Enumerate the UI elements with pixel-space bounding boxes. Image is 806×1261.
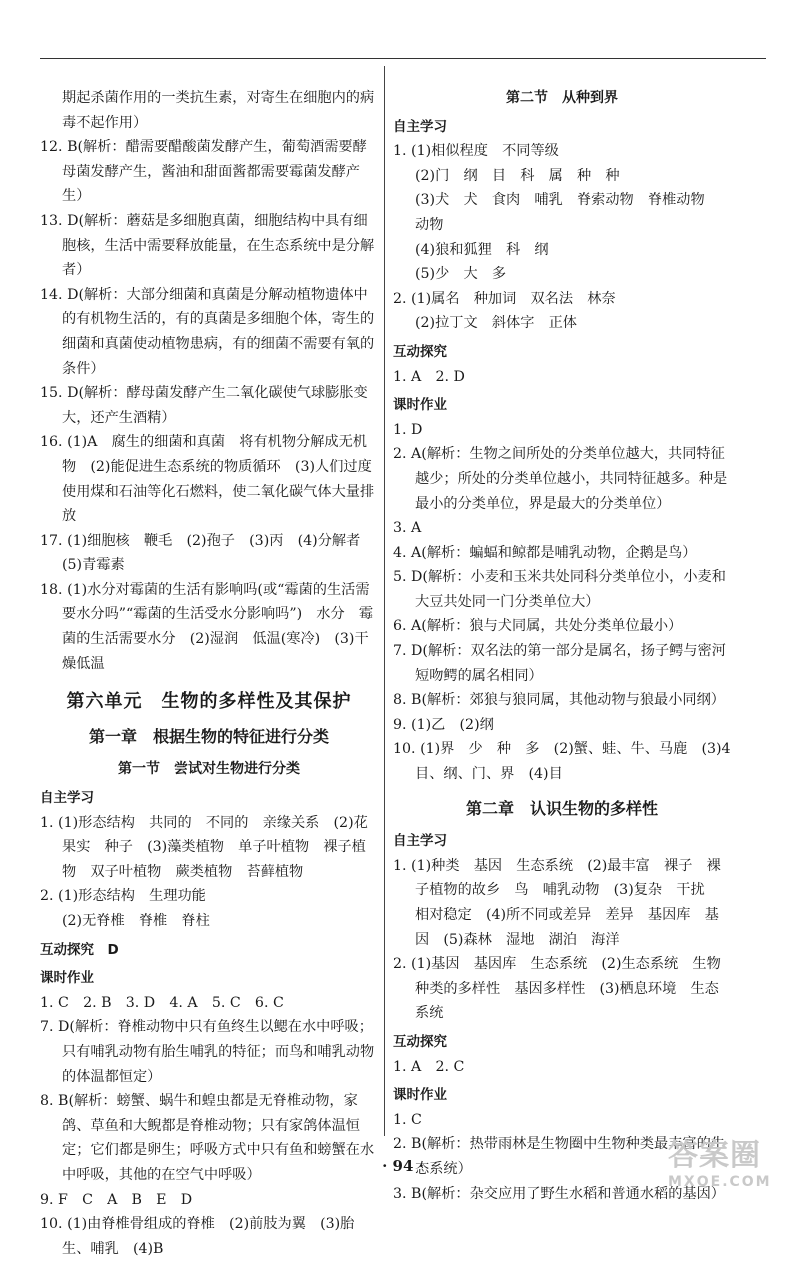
answer-16: 16. (1)A 腐生的细菌和真菌 将有机物分解成无机物 (2)能促进生态系统的物质循环 (3)人们过度使用煤和石油等化石燃料，使二氧化碳气体大量排放 (40, 434, 375, 525)
answer-item: 1. C (393, 1111, 422, 1128)
answer-item: 10. (1)由脊椎骨组成的脊椎 (2)前肢为翼 (3)胎生、哺乳 (4)B (40, 1216, 355, 1257)
page-number: · 94 · (382, 1157, 424, 1175)
top-rule (40, 58, 766, 59)
answer-item: 2. (1)形态结构 生理功能 (40, 888, 206, 905)
answer-item: 3. A (393, 520, 422, 537)
answer-item: 1. (1)相似程度 不同等级 (393, 143, 559, 160)
watermark-logo (668, 1138, 798, 1196)
answer-subitem: (2)门 纲 目 科 属 种 种 (415, 167, 620, 184)
answer-item: 3. B(解析：杂交应用了野生水稻和普通水稻的基因） (393, 1185, 725, 1202)
answer-13: 13. D(解析：蘑菇是多细胞真菌，细胞结构中具有细胞核，生活中需要释放能量，在生态系统中是分解者） (40, 212, 375, 279)
answer-item: 5. D(解析：小麦和玉米共处同科分类单位小，小麦和大豆共处同一门分类单位大） (393, 569, 726, 610)
answer-item: 8. B(解析：郊狼与狼同属，其他动物与狼最小同纲） (393, 692, 725, 709)
label-interactive: 互动探究 (393, 343, 447, 360)
watermark-text: 答案圈 (668, 1138, 761, 1173)
answer-subitem: (4)狼和狐狸 科 纲 (415, 241, 549, 258)
answer-item: 2. A(解析：生物之间所处的分类单位越大，共同特征越少；所处的分类单位越小，共同特征越多。种是最小的分类单位，界是最大的分类单位） (393, 446, 728, 512)
answer-15: 15. D(解析：酵母菌发酵产生二氧化碳使气球膨胀变大，还产生酒精） (40, 385, 368, 426)
answer-subitem: (2)拉丁文 斜体字 正体 (415, 315, 577, 332)
unit-title: 第六单元 生物的多样性及其保护 (66, 691, 352, 713)
section-title: 第二节 从种到界 (506, 90, 618, 106)
answer-item: 7. D(解析：脊椎动物中只有鱼终生以鳃在水中呼吸；只有哺乳动物有胎生哺乳的特征；而鸟和哺乳动物的体温都恒定） (40, 1019, 375, 1085)
chapter-title: 第二章 认识生物的多样性 (465, 798, 658, 818)
left-column (40, 86, 383, 1261)
label-self-study: 自主学习 (40, 790, 94, 807)
answer-item: 9. F C A B E D (40, 1191, 193, 1208)
answer-item: 1. (1)种类 基因 生态系统 (2)最丰富 裸子 裸子植物的故乡 鸟 哺乳动物 (3)复杂 干扰 相对稳定 (4)所不同或差异 差异 基因库 基因 (5)森林 湿地 湖泊 海洋 (393, 857, 721, 948)
right-column (393, 86, 745, 1206)
label-homework: 课时作业 (40, 970, 94, 987)
answer-item: 6. A(解析：狼与犬同属，共处分类单位最小） (393, 618, 683, 635)
answer-18: 18. (1)水分对霉菌的生活有影响吗(或“霉菌的生活需要水分吗”“霉菌的生活受水分影响吗”) 水分 霉菌的生活需要水分 (2)湿润 低温(寒冷) (3)干燥低温 (40, 581, 374, 672)
answer-12: 12. B(解析：醋需要醋酸菌发酵产生，葡萄酒需要酵母菌发酵产生，酱油和甜面酱都需要霉菌发酵产生） (40, 139, 367, 205)
answer-subitem: (5)少 大 多 (415, 266, 507, 283)
answer-item: 8. B(解析：螃蟹、蜗牛和蝗虫都是无脊椎动物，家鸽、草鱼和大鲵都是脊椎动物；只有家鸽体温恒定；它们都是卵生；呼吸方式中只有鱼和螃蟹在水中呼吸，其他的在空气中呼吸） (40, 1093, 375, 1183)
answer-subitem: (3)犬 犬 食肉 哺乳 脊索动物 脊椎动物 动物 (415, 192, 719, 233)
answer-17: 17. (1)细胞核 鞭毛 (2)孢子 (3)丙 (4)分解者 (5)青霉素 (40, 532, 375, 574)
answer-item: 4. A(解析：蝙蝠和鲸都是哺乳动物，企鹅是鸟） (393, 544, 697, 561)
answer-item: 2. (1)属名 种加词 双名法 林奈 (393, 290, 616, 307)
answer-subitem: (2)无脊椎 脊椎 脊柱 (62, 913, 210, 929)
answer-item: 10. (1)界 少 种 多 (2)蟹、蛙、牛、马鹿 (3)4 目、纲、门、界 (4)目 (393, 741, 745, 783)
label-homework: 课时作业 (393, 397, 447, 414)
answer-item: 9. (1)乙 (2)纲 (393, 716, 494, 733)
answer-item: 7. D(解析：双名法的第一部分是属名，扬子鳄与密河短吻鳄的属名相同） (393, 643, 726, 684)
section-title: 第一节 尝试对生物进行分类 (118, 761, 300, 778)
chapter-title: 第一章 根据生物的特征进行分类 (88, 726, 329, 746)
answer-item: 2. B(解析：热带雨林是生物圈中生物种类最丰富的生态系统） (393, 1136, 725, 1177)
label-homework: 课时作业 (393, 1087, 447, 1104)
column-divider (384, 66, 385, 1136)
label-interactive: 互动探究 (393, 1033, 447, 1050)
answer-item: 2. (1)基因 基因库 生态系统 (2)生态系统 生物种类的多样性 基因多样性 (3)栖息环境 生态系统 (393, 956, 721, 1022)
answer-item: 1. A 2. C (393, 1058, 465, 1075)
answer-14: 14. D(解析：大部分细菌和真菌是分解动植物遗体中的有机物生活的，有的真菌是多细胞个体，寄生的细菌和真菌使动植物患病，有的细菌不需要有氧的条件） (40, 286, 375, 377)
answer-item: 1. D (393, 421, 423, 438)
label-self-study: 自主学习 (393, 118, 447, 135)
answer-item: 1. A 2. D (393, 368, 465, 385)
answer-continuation: 期起杀菌作用的一类抗生素，对寄生在细胞内的病毒不起作用） (62, 90, 375, 131)
answer-item: 1. (1)形态结构 共同的 不同的 亲缘关系 (2)花 果实 种子 (3)藻类植物 单子叶植物 裸子植物 双子叶植物 蕨类植物 苔藓植物 (40, 814, 383, 880)
label-self-study: 自主学习 (393, 833, 447, 850)
answer-item: 1. C 2. B 3. D 4. A 5. C 6. C (40, 994, 284, 1011)
watermark-url: MXQE.COM (668, 1174, 772, 1190)
label-interactive: 互动探究 D (40, 941, 119, 958)
